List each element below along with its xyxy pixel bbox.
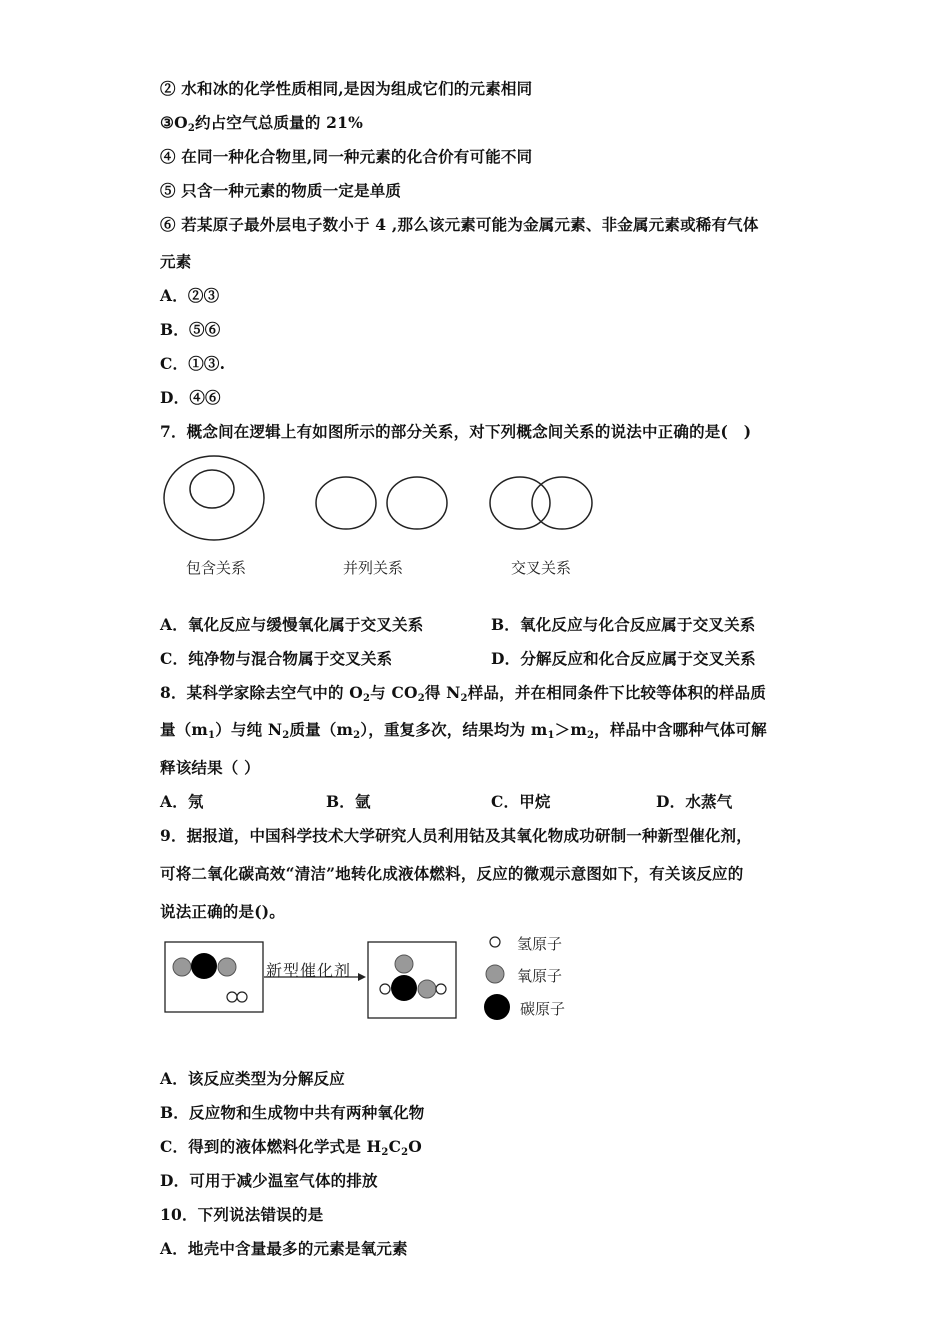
product-hydrogen-right <box>436 984 446 994</box>
q8-l2-k: ，样品中含哪种气体可解 <box>594 720 767 739</box>
q8-stem-line3: 释该结果（ ） <box>160 758 260 777</box>
parallel-right-circle <box>387 477 447 529</box>
hydrogen-legend-icon <box>490 937 500 947</box>
cross-relation-figure <box>490 477 592 529</box>
label-parallel: 并列关系 <box>343 559 404 577</box>
q8-stem-line1 <box>160 681 766 704</box>
contain-outer-circle <box>164 456 264 540</box>
q9-stem-line3: 说法正确的是()。 <box>160 902 285 921</box>
oxygen-legend-icon <box>486 965 504 983</box>
reactant-box <box>165 942 263 1012</box>
q6-s3-post: 约占空气总质量的 21% <box>194 113 364 132</box>
q6-statement-5: ⑤ 只含一种元素的物质一定是单质 <box>160 181 402 200</box>
q7-stem: 7．概念间在逻辑上有如图所示的部分关系，对下列概念间关系的说法中正确的是( ) <box>160 422 752 441</box>
product-hydrogen-left <box>380 984 390 994</box>
contain-inner-circle <box>190 470 234 508</box>
q6-option-c[interactable]: C．①③. <box>160 354 226 373</box>
q8-l2-sub4: 1 <box>547 730 555 741</box>
q6-statement-4: ④ 在同一种化合物里,同一种元素的化合价有可能不同 <box>160 147 533 166</box>
q9-c-a: C．得到的液体燃料化学式是 H <box>160 1137 382 1156</box>
q8-l2-sub2: 2 <box>282 730 290 741</box>
q9-option-b[interactable]: B．反应物和生成物中共有两种氧化物 <box>160 1103 425 1122</box>
parallel-left-circle <box>316 477 376 529</box>
q8-l1-a: 8．某科学家除去空气中的 O <box>160 683 363 702</box>
legend-carbon: 碳原子 <box>520 1000 566 1018</box>
q6-option-b[interactable]: B．⑤⑥ <box>160 320 221 339</box>
q8-l2-sub1: 1 <box>208 730 216 741</box>
reaction-arrow-head <box>358 973 366 981</box>
q7-option-b[interactable]: B．氧化反应与化合反应属于交叉关系 <box>491 615 756 634</box>
q9-option-a[interactable]: A．该反应类型为分解反应 <box>160 1069 345 1088</box>
label-contain: 包含关系 <box>186 559 247 577</box>
q9-option-d[interactable]: D．可用于减少温室气体的排放 <box>160 1171 378 1190</box>
q8-option-b[interactable]: B．氩 <box>326 792 371 811</box>
q6-statement-6: ⑥ 若某原子最外层电子数小于 4 ,那么该元素可能为金属元素、非金属元素或稀有气体 <box>160 215 759 234</box>
q10-stem: 10．下列说法错误的是 <box>160 1205 324 1224</box>
q6-s3-pre: ③O <box>160 113 188 132</box>
q8-l2-sub3: 2 <box>353 730 361 741</box>
q6-statement-3 <box>160 111 363 134</box>
product-carbon <box>391 975 417 1001</box>
q6-statement-6-cont: 元素 <box>160 252 192 271</box>
q8-l2-e: 质量（m <box>289 720 354 739</box>
q8-l1-g: 样品，并在相同条件下比较等体积的样品质 <box>467 683 767 702</box>
q8-l1-e: 得 N <box>424 683 461 702</box>
product-oxygen-top <box>395 955 413 973</box>
q9-c-sub1: 2 <box>381 1147 389 1158</box>
reactant-co2-oxygen-right <box>218 958 236 976</box>
q6-statement-2: ② 水和冰的化学性质相同,是因为组成它们的元素相同 <box>160 79 533 98</box>
product-oxygen-right <box>418 980 436 998</box>
q9-c-sub2: 2 <box>401 1147 409 1158</box>
atom-legend <box>480 930 520 1025</box>
q8-option-c[interactable]: C．甲烷 <box>491 792 551 811</box>
q8-l2-i: ＞m <box>554 720 587 739</box>
q8-l1-c: 与 CO <box>370 683 418 702</box>
q9-c-c: C <box>388 1137 402 1156</box>
relationship-diagram <box>150 455 610 555</box>
reactant-co2-oxygen-left <box>173 958 191 976</box>
q7-option-c[interactable]: C．纯净物与混合物属于交叉关系 <box>160 649 393 668</box>
legend-hydrogen: 氢原子 <box>517 935 563 953</box>
legend-oxygen: 氧原子 <box>517 967 563 985</box>
q9-stem-line2: 可将二氧化碳高效“清洁”地转化成液体燃料，反应的微观示意图如下，有关该反应的 <box>160 864 744 883</box>
q7-option-d[interactable]: D．分解反应和化合反应属于交叉关系 <box>491 649 756 668</box>
q8-option-a[interactable]: A．氖 <box>160 792 204 811</box>
contain-relation-figure <box>164 456 264 540</box>
q10-option-a[interactable]: A．地壳中含量最多的元素是氧元素 <box>160 1239 408 1258</box>
q8-l1-sub3: 2 <box>460 693 468 704</box>
q8-l2-g: ），重复多次，结果均为 m <box>360 720 548 739</box>
q8-l2-a: 量（m <box>160 720 209 739</box>
q6-option-d[interactable]: D．④⑥ <box>160 388 221 407</box>
q8-l1-sub1: 2 <box>362 693 371 704</box>
q8-l1-sub2: 2 <box>417 693 425 704</box>
arrow-label-catalyst: 新型催化剂 <box>266 961 352 980</box>
cross-right-circle <box>532 477 592 529</box>
q9-c-e: O <box>408 1137 422 1156</box>
q8-stem-line2 <box>160 718 767 741</box>
q6-s3-sub: 2 <box>187 123 195 134</box>
carbon-legend-icon <box>484 994 510 1020</box>
reactant-h2-atom-2 <box>237 992 247 1002</box>
parallel-relation-figure <box>316 477 447 529</box>
q7-option-a[interactable]: A．氧化反应与缓慢氧化属于交叉关系 <box>160 615 424 634</box>
q8-l2-c: ）与纯 N <box>215 720 283 739</box>
reactant-co2-carbon <box>191 953 217 979</box>
reactant-h2-atom-1 <box>227 992 237 1002</box>
q9-option-c[interactable] <box>160 1135 422 1158</box>
q9-stem-line1: 9．据报道，中国科学技术大学研究人员利用钴及其氧化物成功研制一种新型催化剂， <box>160 826 752 845</box>
q8-l2-sub5: 2 <box>586 730 595 741</box>
q8-option-d[interactable]: D．水蒸气 <box>656 792 733 811</box>
q6-option-a[interactable]: A．②③ <box>160 286 220 305</box>
label-cross: 交叉关系 <box>511 559 572 577</box>
